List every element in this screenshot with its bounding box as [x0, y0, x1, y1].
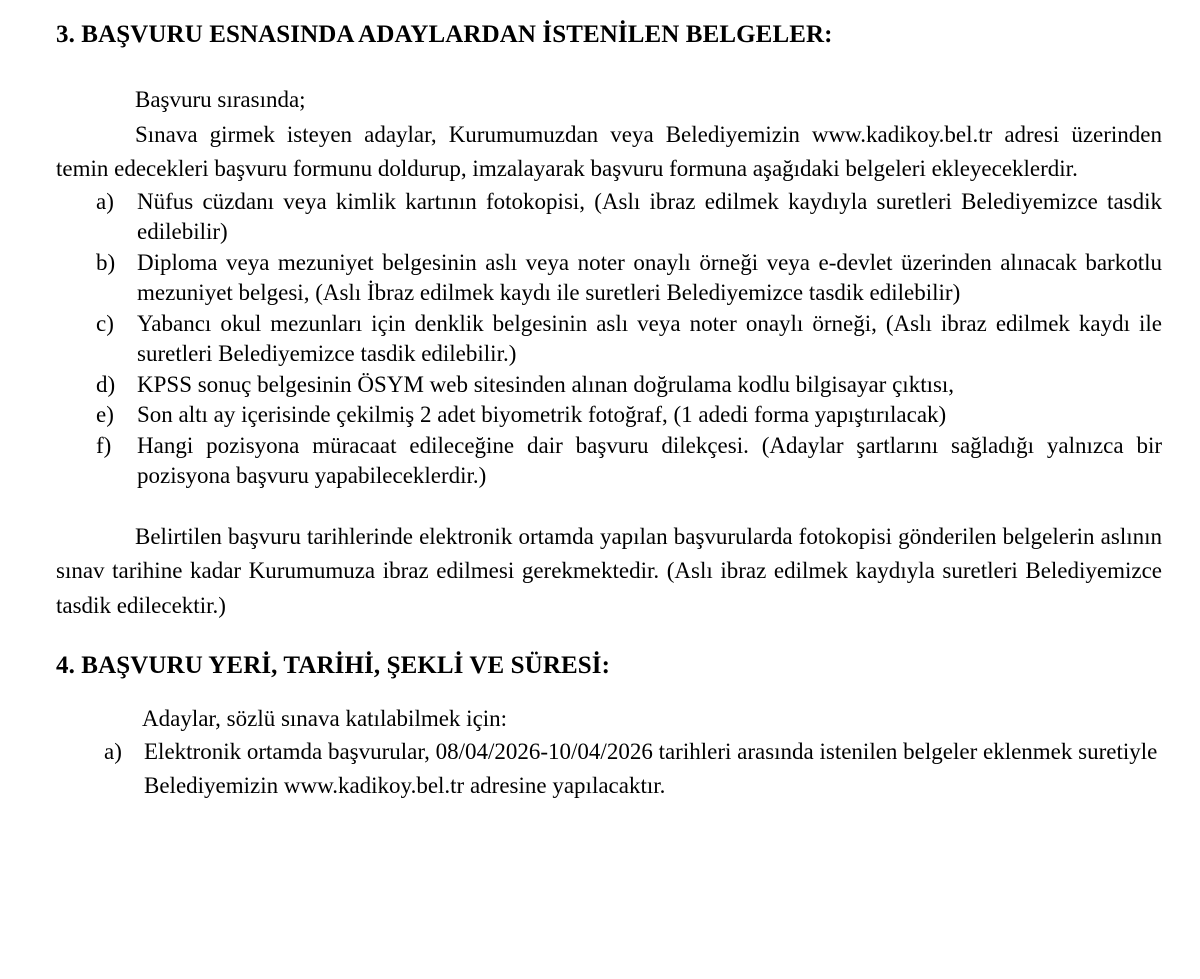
- section-3-paragraph: Sınava girmek isteyen adaylar, Kurumumuzdan veya Belediyemizin www.kadikoy.bel.tr adresi üzerinden temin edecekleri başvuru formunu doldurup, imzalayarak başvuru formuna aşağıdaki belgeleri ekleyeceklerdir.: [56, 121, 1162, 181]
- list-item: [56, 370, 1162, 401]
- list-item-text: Son altı ay içerisinde çekilmiş 2 adet biyometrik fotoğraf, (1 adedi forma yapıştırılacak): [137, 402, 947, 427]
- list-item-text: KPSS sonuç belgesinin ÖSYM web sitesinden alınan doğrulama kodlu bilgisayar çıktısı,: [137, 371, 955, 397]
- section-3-heading: 3. BAŞVURU ESNASINDA ADAYLARDAN İSTENİLEN BELGELER:: [56, 21, 833, 48]
- list-item: [56, 248, 1162, 309]
- list-item-text: Hangi pozisyona müracaat edileceğine dair başvuru dilekçesi. (Adaylar şartlarını sağladığı yalnızca bir pozisyona başvuru yapabileceklerdir.): [137, 432, 1162, 488]
- list-item: [56, 431, 1162, 492]
- list-item: [56, 735, 1162, 803]
- list-item: [56, 187, 1162, 248]
- list-marker: e): [96, 402, 114, 427]
- section-4-list: [56, 735, 1162, 803]
- list-item-text: Yabancı okul mezunları için denklik belgesinin aslı veya noter onaylı örneği, (Aslı ibraz edilmek kaydı ile suretleri Belediyemizce tasdik edilebilir.): [137, 310, 1162, 366]
- section-3-intro: Başvuru sırasında;: [135, 87, 306, 112]
- section-3-document-list: [56, 187, 1162, 492]
- list-item: [56, 309, 1162, 370]
- list-marker: f): [96, 432, 112, 458]
- list-marker: c): [96, 310, 114, 336]
- list-marker: a): [104, 739, 122, 764]
- list-marker: d): [96, 371, 116, 397]
- list-item-text: Diploma veya mezuniyet belgesinin aslı veya noter onaylı örneği veya e-devlet üzerinden alınacak barkotlu mezuniyet belgesi, (Aslı İbraz edilmek kaydı ile suretleri Belediyemizce tasdik edilebilir): [137, 249, 1162, 305]
- list-item: [56, 400, 1162, 431]
- section-3-closing-paragraph: Belirtilen başvuru tarihlerinde elektronik ortamda yapılan başvurularda fotokopisi gönderilen belgelerin aslının sınav tarihine kadar Kurumumuza ibraz edilmesi gerekmektedir. (Aslı ibraz edilmek kaydıyla suretleri Belediyemizce tasdik edilecektir.): [56, 523, 1162, 618]
- list-marker: a): [96, 188, 114, 214]
- list-item-text: Nüfus cüzdanı veya kimlik kartının fotokopisi, (Aslı ibraz edilmek kaydıyla suretleri Belediyemizce tasdik edilebilir): [137, 188, 1162, 244]
- list-marker: b): [96, 249, 116, 275]
- section-4-heading: 4. BAŞVURU YERİ, TARİHİ, ŞEKLİ VE SÜRESİ:: [56, 652, 611, 679]
- list-item-text: Elektronik ortamda başvurular, 08/04/2026-10/04/2026 tarihleri arasında istenilen belgeler eklenmek suretiyle Belediyemizin www.kadikoy.bel.tr adresine yapılacaktır.: [144, 739, 1158, 798]
- section-4-intro: Adaylar, sözlü sınava katılabilmek için:: [142, 706, 508, 731]
- document-page: [56, 18, 1162, 803]
